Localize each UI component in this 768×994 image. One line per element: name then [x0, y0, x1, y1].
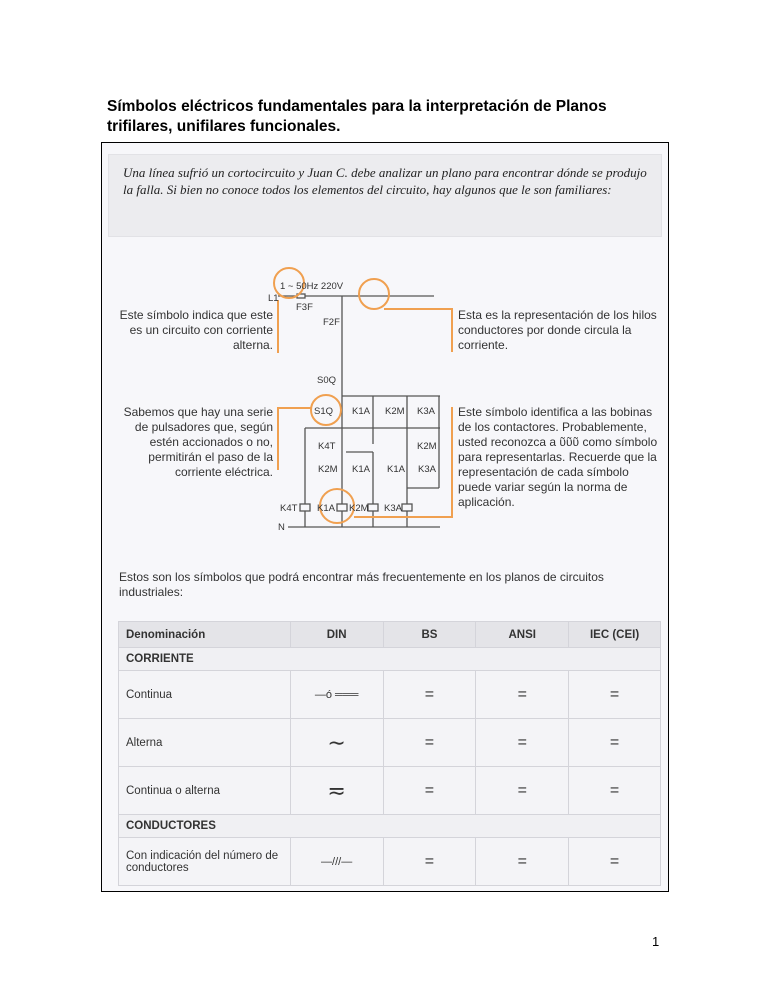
table-lead-text: Estos son los símbolos que podrá encontrar más frecuentemente en los planos de circuitos industriales: [119, 570, 604, 599]
f2f-label: F2F [323, 317, 340, 328]
k4t-label: K4T [318, 441, 336, 452]
k2m-label: K2M [417, 441, 437, 452]
coil-k3a-label: K3A [384, 503, 402, 514]
symbols-table [118, 621, 661, 886]
callout-buttons: Sabemos que hay una serie de pulsadores que, según estén accionados o no, permitirán el paso de la corriente eléctrica. [123, 405, 273, 479]
callout-ac: Este símbolo indica que este es un circuito con corriente alterna. [119, 308, 273, 352]
coil-k1a-label: K1A [317, 503, 335, 514]
k2m-label: K2M [385, 406, 405, 417]
n-label: N [278, 522, 285, 533]
table-row: Alterna ∼ = = = [119, 719, 661, 767]
f3f-label: F3F [296, 302, 313, 313]
table-row: Continua —ó ═══ = = = [119, 671, 661, 719]
callout-wires: Esta es la representación de los hilos conductores por donde circula la corriente. [458, 308, 657, 352]
k1a-label: K1A [352, 406, 370, 417]
section-conductores: CONDUCTORES [119, 815, 661, 838]
k2m-label: K2M [318, 464, 338, 475]
k1a-label: K1A [352, 464, 370, 475]
callout-coils: Este símbolo identifica a las bobinas de los contactores. Probablemente, usted reconozca a ῦῦῦ como símbolo para representarlas. Recuerde que la representación de cada símbolo puede variar según la norma de aplicación. [458, 405, 658, 509]
k3a-label: K3A [417, 406, 435, 417]
k1a-label: K1A [387, 464, 405, 475]
table-row: Con indicación del número de conductores —///— = = = [119, 838, 661, 886]
coil-k4t-label: K4T [280, 503, 298, 514]
section-corriente: CORRIENTE [119, 648, 661, 671]
page-number: 1 [652, 934, 660, 949]
supply-label: 1 ~ 50Hz 220V [280, 281, 344, 292]
coil-k2m-label: K2M [349, 503, 369, 514]
l1-label: L1 [268, 293, 279, 304]
coil-symbol-icon: ῦῦῦ [559, 435, 580, 449]
table-row: Continua o alterna ≂ = = = [119, 767, 661, 815]
s1q-label: S1Q [314, 406, 334, 417]
table-header: Denominación DIN BS ANSI IEC (CEI) [119, 622, 661, 648]
page-title: Símbolos eléctricos fundamentales para la interpretación de Planos trifilares, unifilares funcionales. [107, 98, 607, 135]
s0q-label: S0Q [317, 375, 337, 386]
k3a-label: K3A [418, 464, 436, 475]
intro-text: Una línea sufrió un cortocircuito y Juan C. debe analizar un plano para encontrar dónde se produjo la falla. Si bien no conoce todos los elementos del circuito, hay algunos que le son familiares: [123, 165, 647, 197]
